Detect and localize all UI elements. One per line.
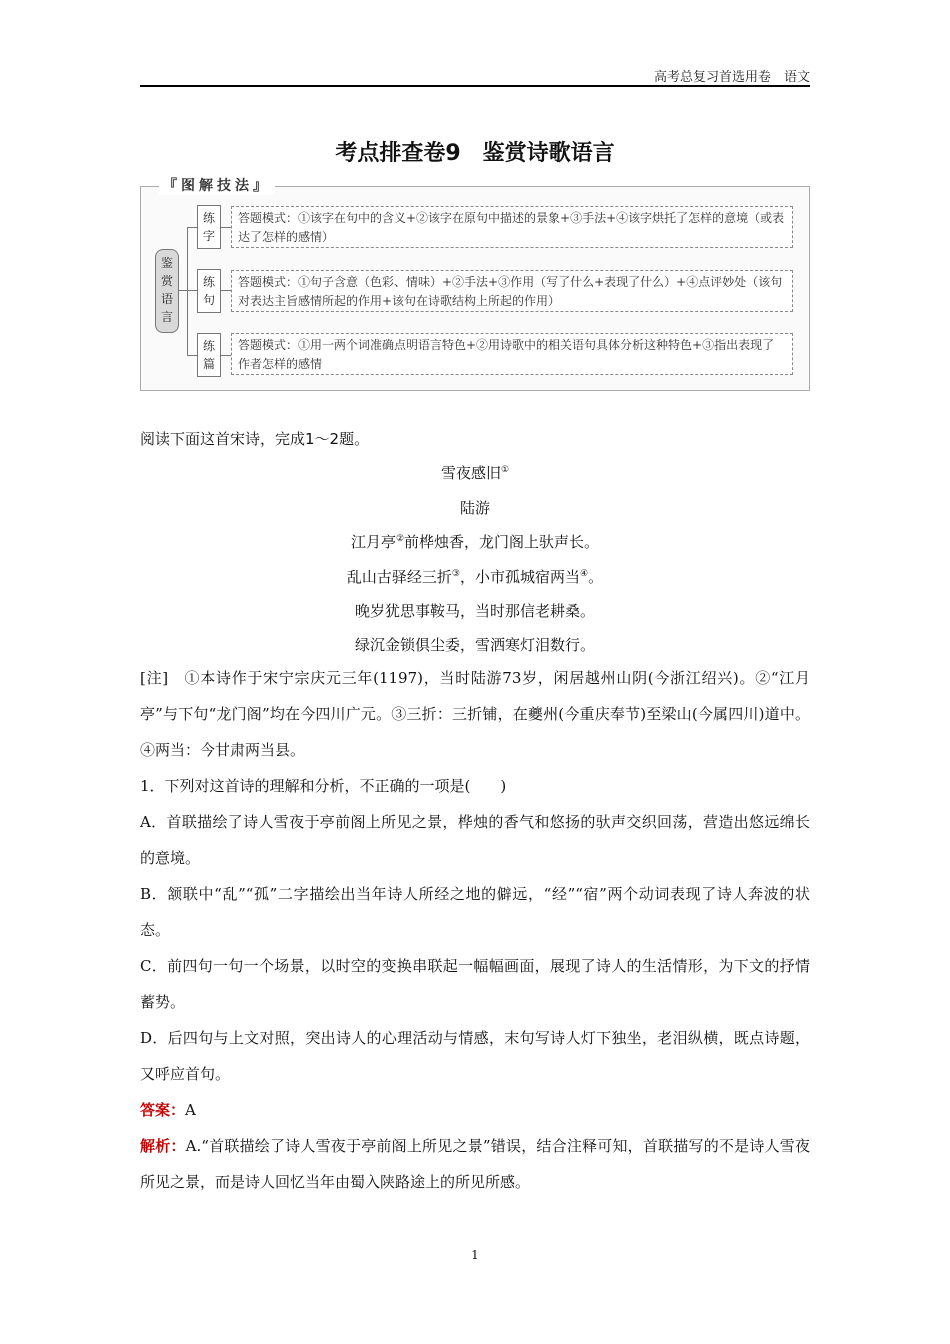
branch-node-word: 练字: [197, 205, 221, 249]
poem-line-1-a: 江月亭: [350, 533, 396, 551]
connector-box-1: [221, 227, 231, 228]
connector-box-3: [221, 355, 231, 356]
connector-vertical: [187, 227, 188, 355]
answer: [140, 1092, 810, 1128]
branch-box-sentence: 答题模式：①句子含意（色彩、情味）+②手法+③作用（写了什么+表现了什么）+④点评妙处（该句对表达主旨感情所起的作用+该句在诗歌结构上所起的作用）: [231, 270, 793, 312]
poem-line-2: [0, 566, 950, 587]
poem-line-2-b: ，小市孤城宿两当: [459, 568, 580, 586]
poem-line-3: 晚岁犹思事鞍马，当时那信老耕桑。: [354, 602, 595, 620]
answer-value: A: [185, 1101, 196, 1119]
branch-node-sentence: 练句: [197, 269, 221, 313]
poem-line-2-note-a: ③: [451, 569, 460, 579]
page-title: 考点排查卷9 鉴赏诗歌语言: [335, 141, 615, 166]
main-node: 鉴赏语言: [155, 249, 179, 333]
branch-box-word: 答题模式：①该字在句中的含义+②该字在原句中描述的景象+③手法+④该字烘托了怎样的意境（或表达了怎样的感情）: [231, 206, 793, 248]
option-d: D．后四句与上文对照，突出诗人的心理活动与情感，末句写诗人灯下独坐，老泪纵横，既点诗题，又呼应首句。: [140, 1029, 810, 1083]
option-c: C．前四句一句一个场景，以时空的变换串联起一幅幅画面，展现了诗人的生活情形，为下文的抒情蓄势。: [140, 957, 810, 1011]
branch-box-passage: 答题模式：①用一两个词准确点明语言特色+②用诗歌中的相关语句具体分析这种特色+③指出表现了作者怎样的感情: [231, 333, 793, 375]
reading-instruction: 阅读下面这首宋诗，完成1～2题。: [140, 430, 370, 448]
option-b: B．颔联中“乱”“孤”二字描绘出当年诗人所经之地的僻远，“经”“宿”两个动词表现了诗人奔波的状态。: [140, 885, 810, 939]
poem-line-2-c: 。: [588, 568, 604, 586]
poem-line-2-a: 乱山古驿经三折: [346, 568, 452, 586]
poem-line-1: [0, 531, 950, 552]
poem-line-2-note-b: ④: [580, 569, 589, 579]
connector-box-2: [221, 290, 231, 291]
poem-author: 陆游: [459, 499, 490, 517]
poem-line-1-b: 前桦烛香，龙门阁上驮声长。: [404, 533, 600, 551]
question-stem: 1．下列对这首诗的理解和分析，不正确的一项是( ): [140, 777, 507, 795]
answer-label: 答案：: [140, 1101, 186, 1119]
poem-note: [注] ①本诗作于宋宁宗庆元三年(1197)，当时陆游73岁，闲居越州山阴(今浙江绍兴)。②“江月亭”与下句“龙门阁”均在今四川广元。③三折：三折铺，在夔州(今重庆奉节)至梁山(今属四川)道中。④两当：今甘肃两当县。: [140, 669, 810, 759]
poem-title: [0, 462, 950, 483]
analysis-text: A.“首联描绘了诗人雪夜于亭前阁上所见之景”错误，结合注释可知，首联描写的不是诗人雪夜所见之景，而是诗人回忆当年由蜀入陕路途上的所见所感。: [140, 1137, 810, 1191]
page-number: 1: [471, 1248, 479, 1262]
branch-node-passage: 练篇: [197, 333, 221, 377]
header-rule: [140, 85, 810, 87]
option-a: A．首联描绘了诗人雪夜于亭前阁上所见之景，桦烛的香气和悠扬的驮声交织回荡，营造出悠远绵长的意境。: [140, 813, 810, 867]
poem-title-note: ①: [500, 465, 510, 475]
header-text: 高考总复习首选用卷 语文: [653, 70, 810, 85]
technique-diagram: [140, 178, 810, 391]
poem-title-text: 雪夜感旧: [440, 464, 501, 482]
poem-line-4: 绿沉金锁俱尘委，雪洒寒灯泪数行。: [354, 636, 595, 654]
analysis: [140, 1128, 810, 1200]
connector-branch-2: [187, 290, 197, 291]
connector-branch-3: [187, 355, 197, 356]
connector-branch-1: [187, 227, 197, 228]
diagram-title: 『图解技法』: [159, 175, 275, 195]
analysis-label: 解析：: [140, 1137, 186, 1155]
poem-line-1-note: ②: [395, 534, 405, 544]
